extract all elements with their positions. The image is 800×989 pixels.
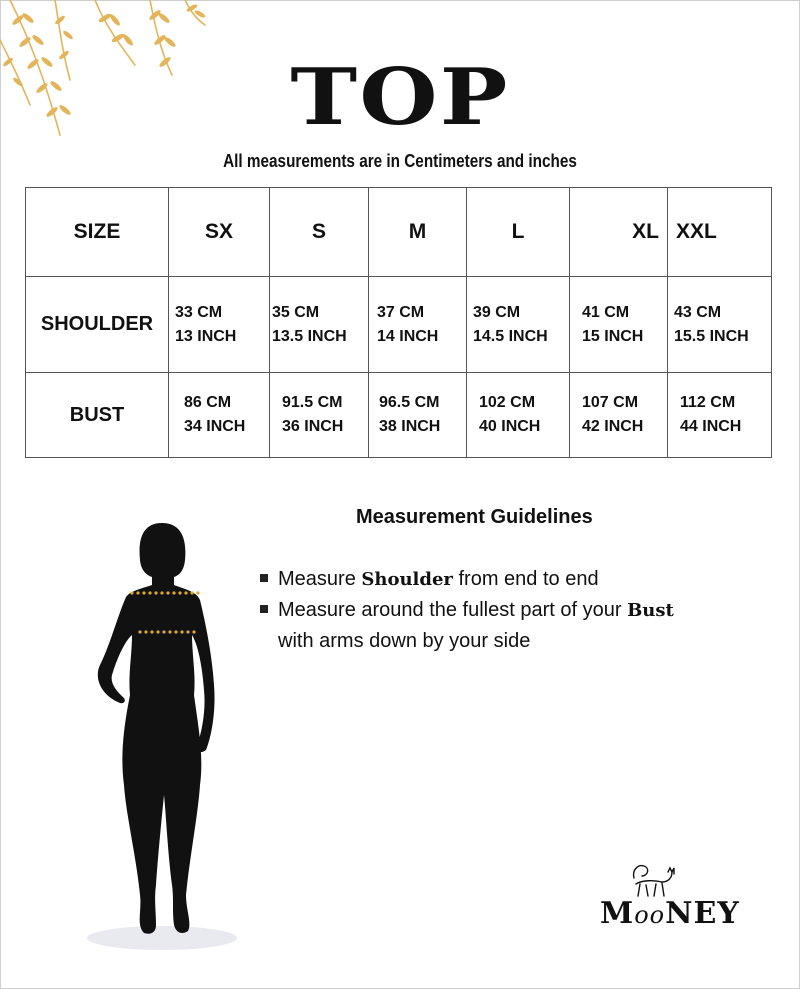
row-label-shoulder: SHOULDER bbox=[26, 277, 169, 373]
table-row-bust bbox=[26, 373, 772, 458]
table-cell: 96.5 CM 38 INCH bbox=[369, 373, 467, 458]
table-cell: 33 CM 13 INCH bbox=[169, 277, 270, 373]
brand-logo bbox=[600, 860, 760, 950]
brand-name: MooNEY bbox=[600, 896, 740, 931]
table-cell: 37 CM 14 INCH bbox=[369, 277, 467, 373]
list-item-continuation: with arms down by your side bbox=[278, 630, 531, 652]
list-item: Measure around the fullest part of your Bust bbox=[258, 595, 674, 626]
page-subtitle: All measurements are in Centimeters and inches bbox=[223, 151, 577, 171]
table-cell: 102 CM 40 INCH bbox=[467, 373, 570, 458]
header-size-xxl: XXL bbox=[668, 188, 772, 277]
cat-logo-icon bbox=[628, 860, 676, 900]
page-title: TOP bbox=[290, 52, 510, 143]
table-row-shoulder bbox=[26, 277, 772, 373]
header-size-sx: SX bbox=[169, 188, 270, 277]
header-size-xl: XL bbox=[570, 188, 668, 277]
table-cell: 91.5 CM 36 INCH bbox=[270, 373, 369, 458]
table-cell: 35 CM 13.5 INCH bbox=[270, 277, 369, 373]
guidelines-title: Measurement Guidelines bbox=[356, 506, 593, 528]
size-chart-table bbox=[25, 187, 772, 458]
table-cell: 43 CM 15.5 INCH bbox=[668, 277, 772, 373]
row-label-bust: BUST bbox=[26, 373, 169, 458]
female-silhouette-icon bbox=[80, 515, 240, 955]
square-bullet-icon bbox=[260, 605, 268, 613]
table-cell: 86 CM 34 INCH bbox=[169, 373, 270, 458]
header-size-label: SIZE bbox=[26, 188, 169, 277]
table-cell: 39 CM 14.5 INCH bbox=[467, 277, 570, 373]
square-bullet-icon bbox=[260, 574, 268, 582]
header-size-s: S bbox=[270, 188, 369, 277]
table-cell: 107 CM 42 INCH bbox=[570, 373, 668, 458]
header-size-m: M bbox=[369, 188, 467, 277]
table-cell: 112 CM 44 INCH bbox=[668, 373, 772, 458]
list-item: Measure Shoulder from end to end bbox=[258, 564, 674, 595]
table-header-row bbox=[26, 188, 772, 277]
table-cell: 41 CM 15 INCH bbox=[570, 277, 668, 373]
header-size-l: L bbox=[467, 188, 570, 277]
guidelines-list bbox=[258, 564, 674, 656]
